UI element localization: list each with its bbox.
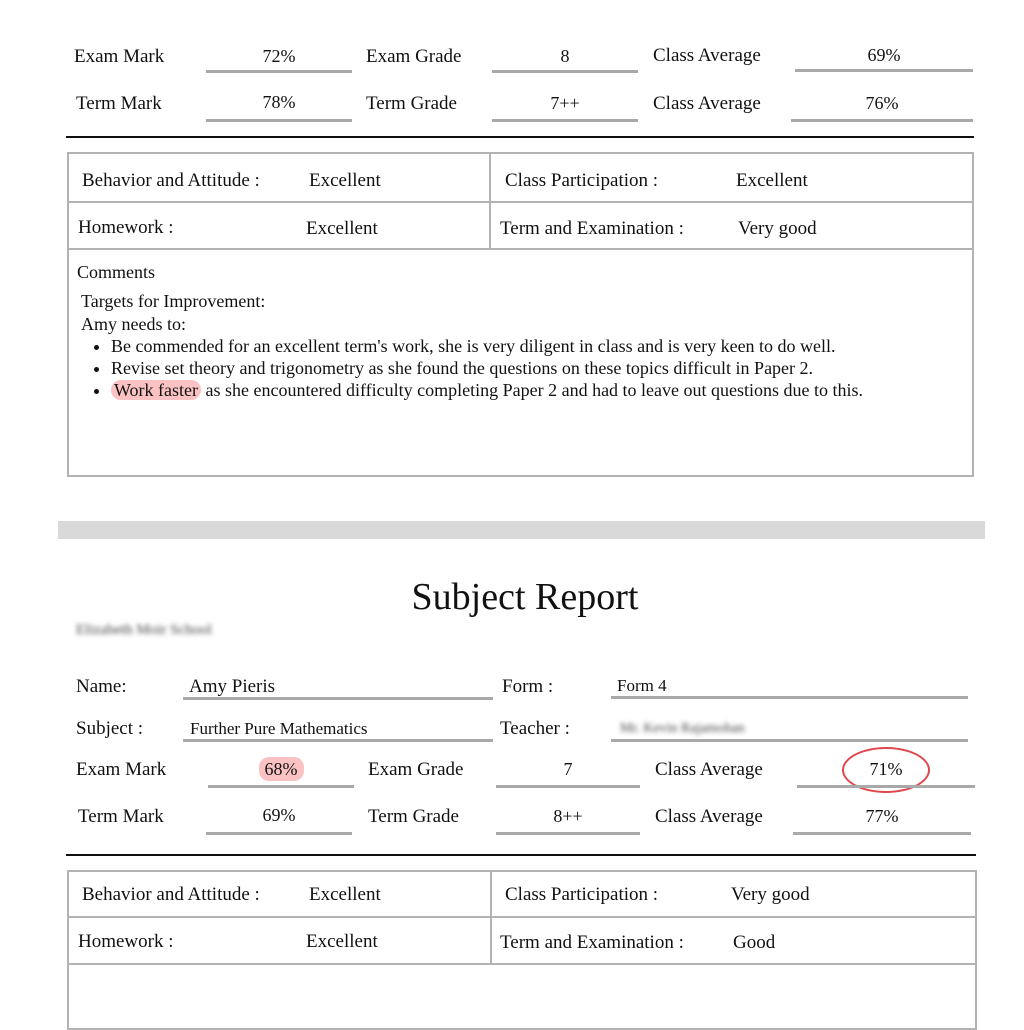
exam-grade-label: Exam Grade xyxy=(368,759,464,780)
exam-grade-underline xyxy=(492,70,638,73)
term-exam-label: Term and Examination : xyxy=(500,932,684,953)
form-underline xyxy=(611,696,968,699)
school-name: Elizabeth Moir School xyxy=(76,622,212,638)
class-average-underline xyxy=(791,119,973,122)
term-mark-value: 69% xyxy=(262,805,296,825)
highlighted-text: Work faster xyxy=(111,380,201,400)
homework-label: Homework : xyxy=(78,931,174,952)
form-label: Form : xyxy=(502,676,554,697)
term-grade-value: 7++ xyxy=(550,93,580,113)
behavior-value: Excellent xyxy=(309,884,381,905)
assessment-row-divider xyxy=(67,963,977,965)
term-mark-underline xyxy=(206,832,352,835)
exam-mark-value xyxy=(208,759,354,780)
list-item: • Revise set theory and trigonometry as she found the questions on these topics difficult in Paper 2. xyxy=(111,357,967,379)
highlighted-text: 68% xyxy=(259,757,304,781)
name-label: Name: xyxy=(76,676,127,697)
term-mark-value: 78% xyxy=(262,92,296,112)
participation-label: Class Participation : xyxy=(505,884,659,905)
class-average-label: Class Average xyxy=(655,759,763,780)
term-grade-value: 8++ xyxy=(553,806,583,826)
teacher-value: Mr. Kevin Rajamohan xyxy=(620,721,745,736)
term-mark-label: Term Mark xyxy=(78,806,164,827)
exam-mark-underline xyxy=(206,70,352,73)
assessment-row-divider xyxy=(67,201,974,203)
class-average-label: Class Average xyxy=(655,806,763,827)
page-separator xyxy=(58,521,985,539)
assessment-row-divider xyxy=(67,916,977,918)
page-title: Subject Report xyxy=(411,576,639,618)
exam-mark-label: Exam Mark xyxy=(76,759,167,780)
class-average-label: Class Average xyxy=(653,45,761,66)
term-mark-underline xyxy=(206,119,352,122)
exam-mark-underline xyxy=(208,785,354,788)
teacher-underline xyxy=(611,739,968,742)
participation-value: Very good xyxy=(731,884,810,905)
term-grade-underline xyxy=(492,119,638,122)
homework-value: Excellent xyxy=(306,931,378,952)
term-grade-underline xyxy=(496,832,640,835)
section-divider xyxy=(66,136,974,138)
class-average-value: 69% xyxy=(867,45,901,65)
comments-section xyxy=(77,262,967,401)
behavior-label: Behavior and Attitude : xyxy=(82,170,260,191)
class-average-value: 76% xyxy=(865,93,899,113)
class-average-underline xyxy=(795,69,973,72)
list-item-text: as she encountered difficulty completing Paper 2 and had to leave out questions due to this. xyxy=(201,380,864,400)
behavior-value: Excellent xyxy=(309,170,381,191)
form-value: Form 4 xyxy=(617,676,667,695)
targets-heading: Targets for Improvement: xyxy=(81,291,266,311)
exam-mark-label: Exam Mark xyxy=(74,46,165,67)
term-grade-label: Term Grade xyxy=(366,93,457,114)
class-average-value: 71% xyxy=(869,759,903,779)
class-average-underline xyxy=(793,832,971,835)
participation-value: Excellent xyxy=(736,170,808,191)
list-item: • Be commended for an excellent term's work, she is very diligent in class and is very keen to do well. xyxy=(111,335,967,357)
teacher-label: Teacher : xyxy=(500,718,570,739)
term-exam-label: Term and Examination : xyxy=(500,218,684,239)
behavior-label: Behavior and Attitude : xyxy=(82,884,260,905)
targets-intro: Amy needs to: xyxy=(81,314,186,334)
exam-mark-value: 72% xyxy=(262,46,296,66)
class-average-label: Class Average xyxy=(653,93,761,114)
section-divider xyxy=(66,854,976,856)
class-average-underline xyxy=(797,785,975,788)
term-mark-label: Term Mark xyxy=(76,93,162,114)
exam-grade-value: 8 xyxy=(560,46,570,66)
term-exam-value: Very good xyxy=(738,218,817,239)
subject-label: Subject : xyxy=(76,718,144,739)
subject-value: Further Pure Mathematics xyxy=(190,719,368,738)
homework-label: Homework : xyxy=(78,217,174,238)
list-item xyxy=(111,379,967,401)
name-underline xyxy=(183,697,493,700)
targets-list xyxy=(77,335,967,401)
class-average-value: 77% xyxy=(865,806,899,826)
participation-label: Class Participation : xyxy=(505,170,659,191)
subject-underline xyxy=(183,739,493,742)
homework-value: Excellent xyxy=(306,218,378,239)
term-exam-value: Good xyxy=(733,932,776,953)
comments-title: Comments xyxy=(77,262,156,282)
exam-grade-value: 7 xyxy=(563,759,573,779)
assessment-row-divider xyxy=(67,248,974,250)
exam-grade-underline xyxy=(496,785,640,788)
exam-grade-label: Exam Grade xyxy=(366,46,462,67)
term-grade-label: Term Grade xyxy=(368,806,459,827)
name-value: Amy Pieris xyxy=(189,676,276,697)
